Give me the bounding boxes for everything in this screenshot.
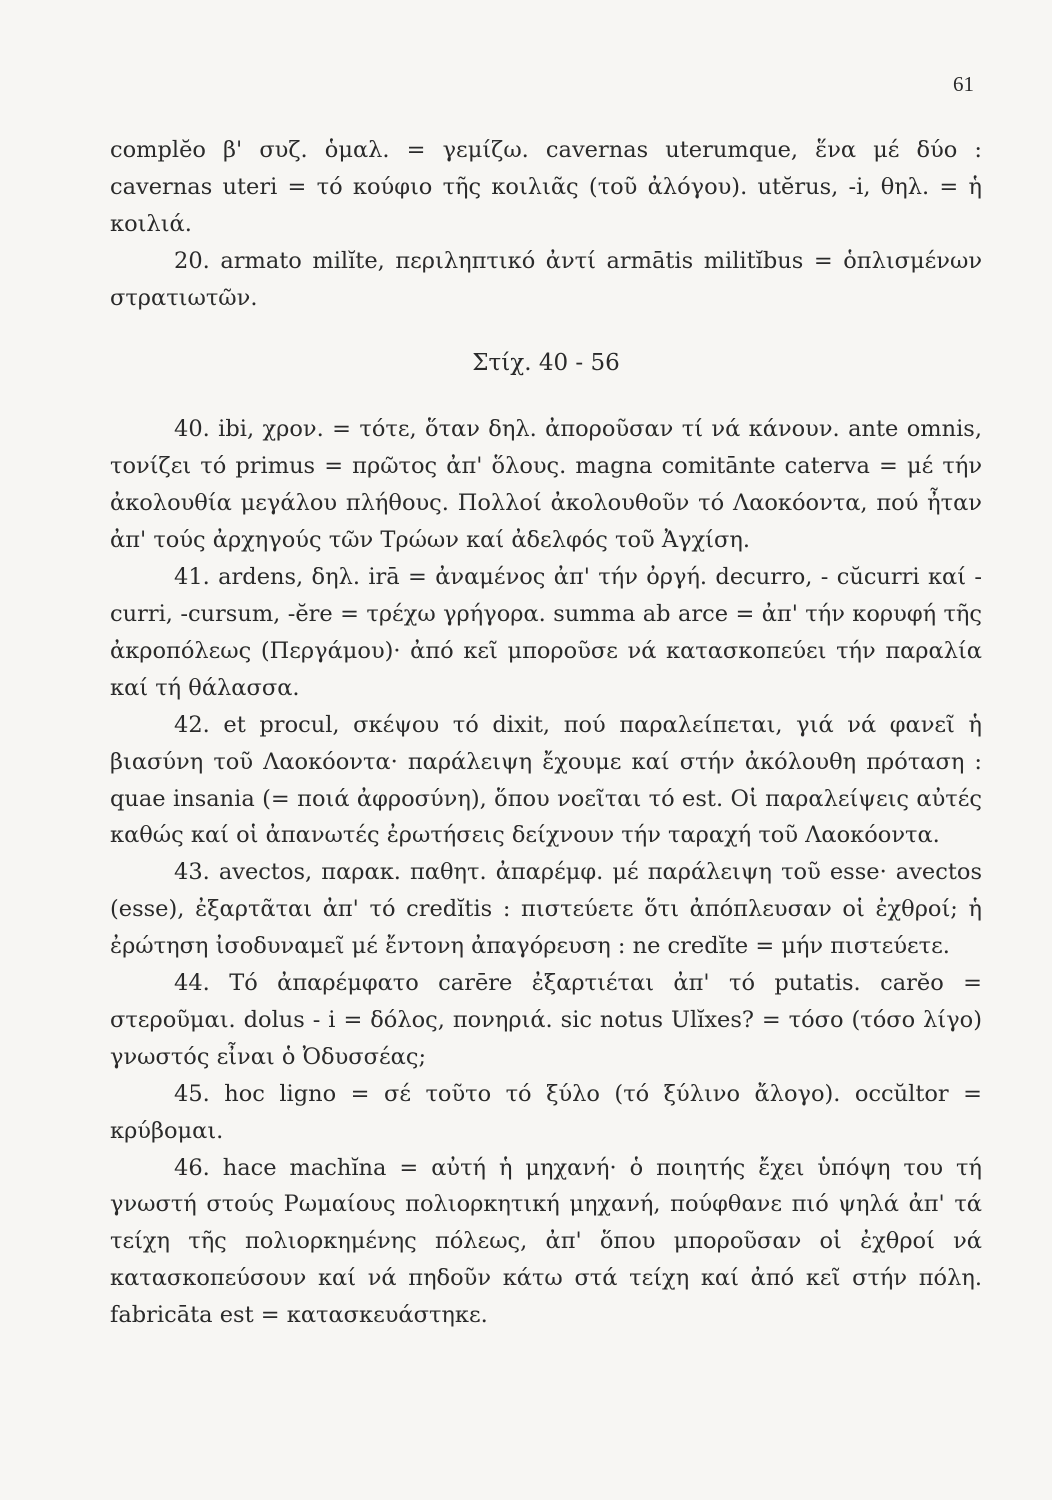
section-heading: Στίχ. 40 - 56 [472, 349, 620, 376]
page-number: 61 [953, 72, 974, 96]
note-46: 46. hace machĭna = αὐτή ἡ μηχανή· ὁ ποιητής ἔχει ὑπόψη του τή γνωστή στούς Ρωμαίους πολιορκητική μηχανή, πούφθανε πιό ψηλά ἀπ' τά τείχη τῆς πολιορκημένης πόλεως, ἀπ' ὅπου μποροῦσαν οἱ ἐχθροί νά κατασκοπεύσουν καί νά πηδοῦν κάτω στά τείχη καί ἀπό κεῖ στήν πόλη. fabricāta est = κατασκευάστηκε. [110, 1154, 982, 1329]
paragraph: complĕo β' συζ. ὁμαλ. = γεμίζω. cavernas uterumque, ἕνα μέ δύο : cavernas uteri = τό κούφιο τῆς κοιλιᾶς (τοῦ ἀλόγου). utĕrus, -i, θηλ. = ἡ κοιλιά. [110, 137, 982, 237]
note-45: 45. hoc ligno = σέ τοῦτο τό ξύλο (τό ξύλινο ἄλογο). occŭltor = κρύβομαι. [110, 1080, 982, 1144]
note-44: 44. Τό ἀπαρέμφατο carēre ἐξαρτιέται ἀπ' τό putatis. carĕo = στεροῦμαι. dolus - i = δόλος, πονηριά. sic notus Ulĭxes? = τόσο (τόσο λίγο) γνωστός εἶναι ὁ Ὀδυσσέας; [110, 970, 982, 1070]
note-43: 43. avectos, παρακ. παθητ. ἀπαρέμφ. μέ παράλειψη τοῦ esse· avectos (esse), ἐξαρτᾶται ἀπ' τό credĭtis : πιστεύετε ὅτι ἀπόπλευσαν οἱ ἐχθροί; ἡ ἐρώτηση ἰσοδυναμεῖ μέ ἔντονη ἀπαγόρευση : ne credĭte = μήν πιστεύετε. [110, 859, 982, 960]
note-40: 40. ibi, χρον. = τότε, ὅταν δηλ. ἀποροῦσαν τί νά κάνουν. ante omnis, τονίζει τό primus = πρῶτος ἀπ' ὅλους. magna comitānte caterva = μέ τήν ἀκολουθία μεγάλου πλήθους. Πολλοί ἀκολουθοῦν τό Λαοκόοντα, πού ἦταν ἀπ' τούς ἀρχηγούς τῶν Τρώων καί ἀδελφός τοῦ Ἀγχίση. [110, 416, 982, 554]
note-41: 41. ardens, δηλ. irā = ἀναμένος ἀπ' τήν ὀργή. decurro, - cŭcurri καί - curri, -cursum, -ĕre = τρέχω γρήγορα. summa ab arce = ἀπ' τήν κορυφή τῆς ἀκροπόλεως (Περγάμου)· ἀπό κεῖ μποροῦσε νά κατασκοπεύει τήν παραλία καί τή θάλασσα. [110, 564, 982, 701]
note-42: 42. et procul, σκέψου τό dixit, πού παραλείπεται, γιά νά φανεῖ ἡ βιασύνη τοῦ Λαοκόοντα· παράλειψη ἔχουμε καί στήν ἀκόλουθη πρόταση : quae insania (= ποιά ἀφροσύνη), ὅπου νοεῖται τό est. Οἱ παραλείψεις αὐτές καθώς καί οἱ ἀπανωτές ἐρωτήσεις δείχνουν τήν ταραχή τοῦ Λαοκόοντα. [110, 711, 982, 849]
note-20: 20. armato milĭte, περιληπτικό ἀντί armātis militĭbus = ὁπλισμένων στρατιωτῶν. [110, 247, 982, 311]
page-body [110, 132, 982, 1334]
